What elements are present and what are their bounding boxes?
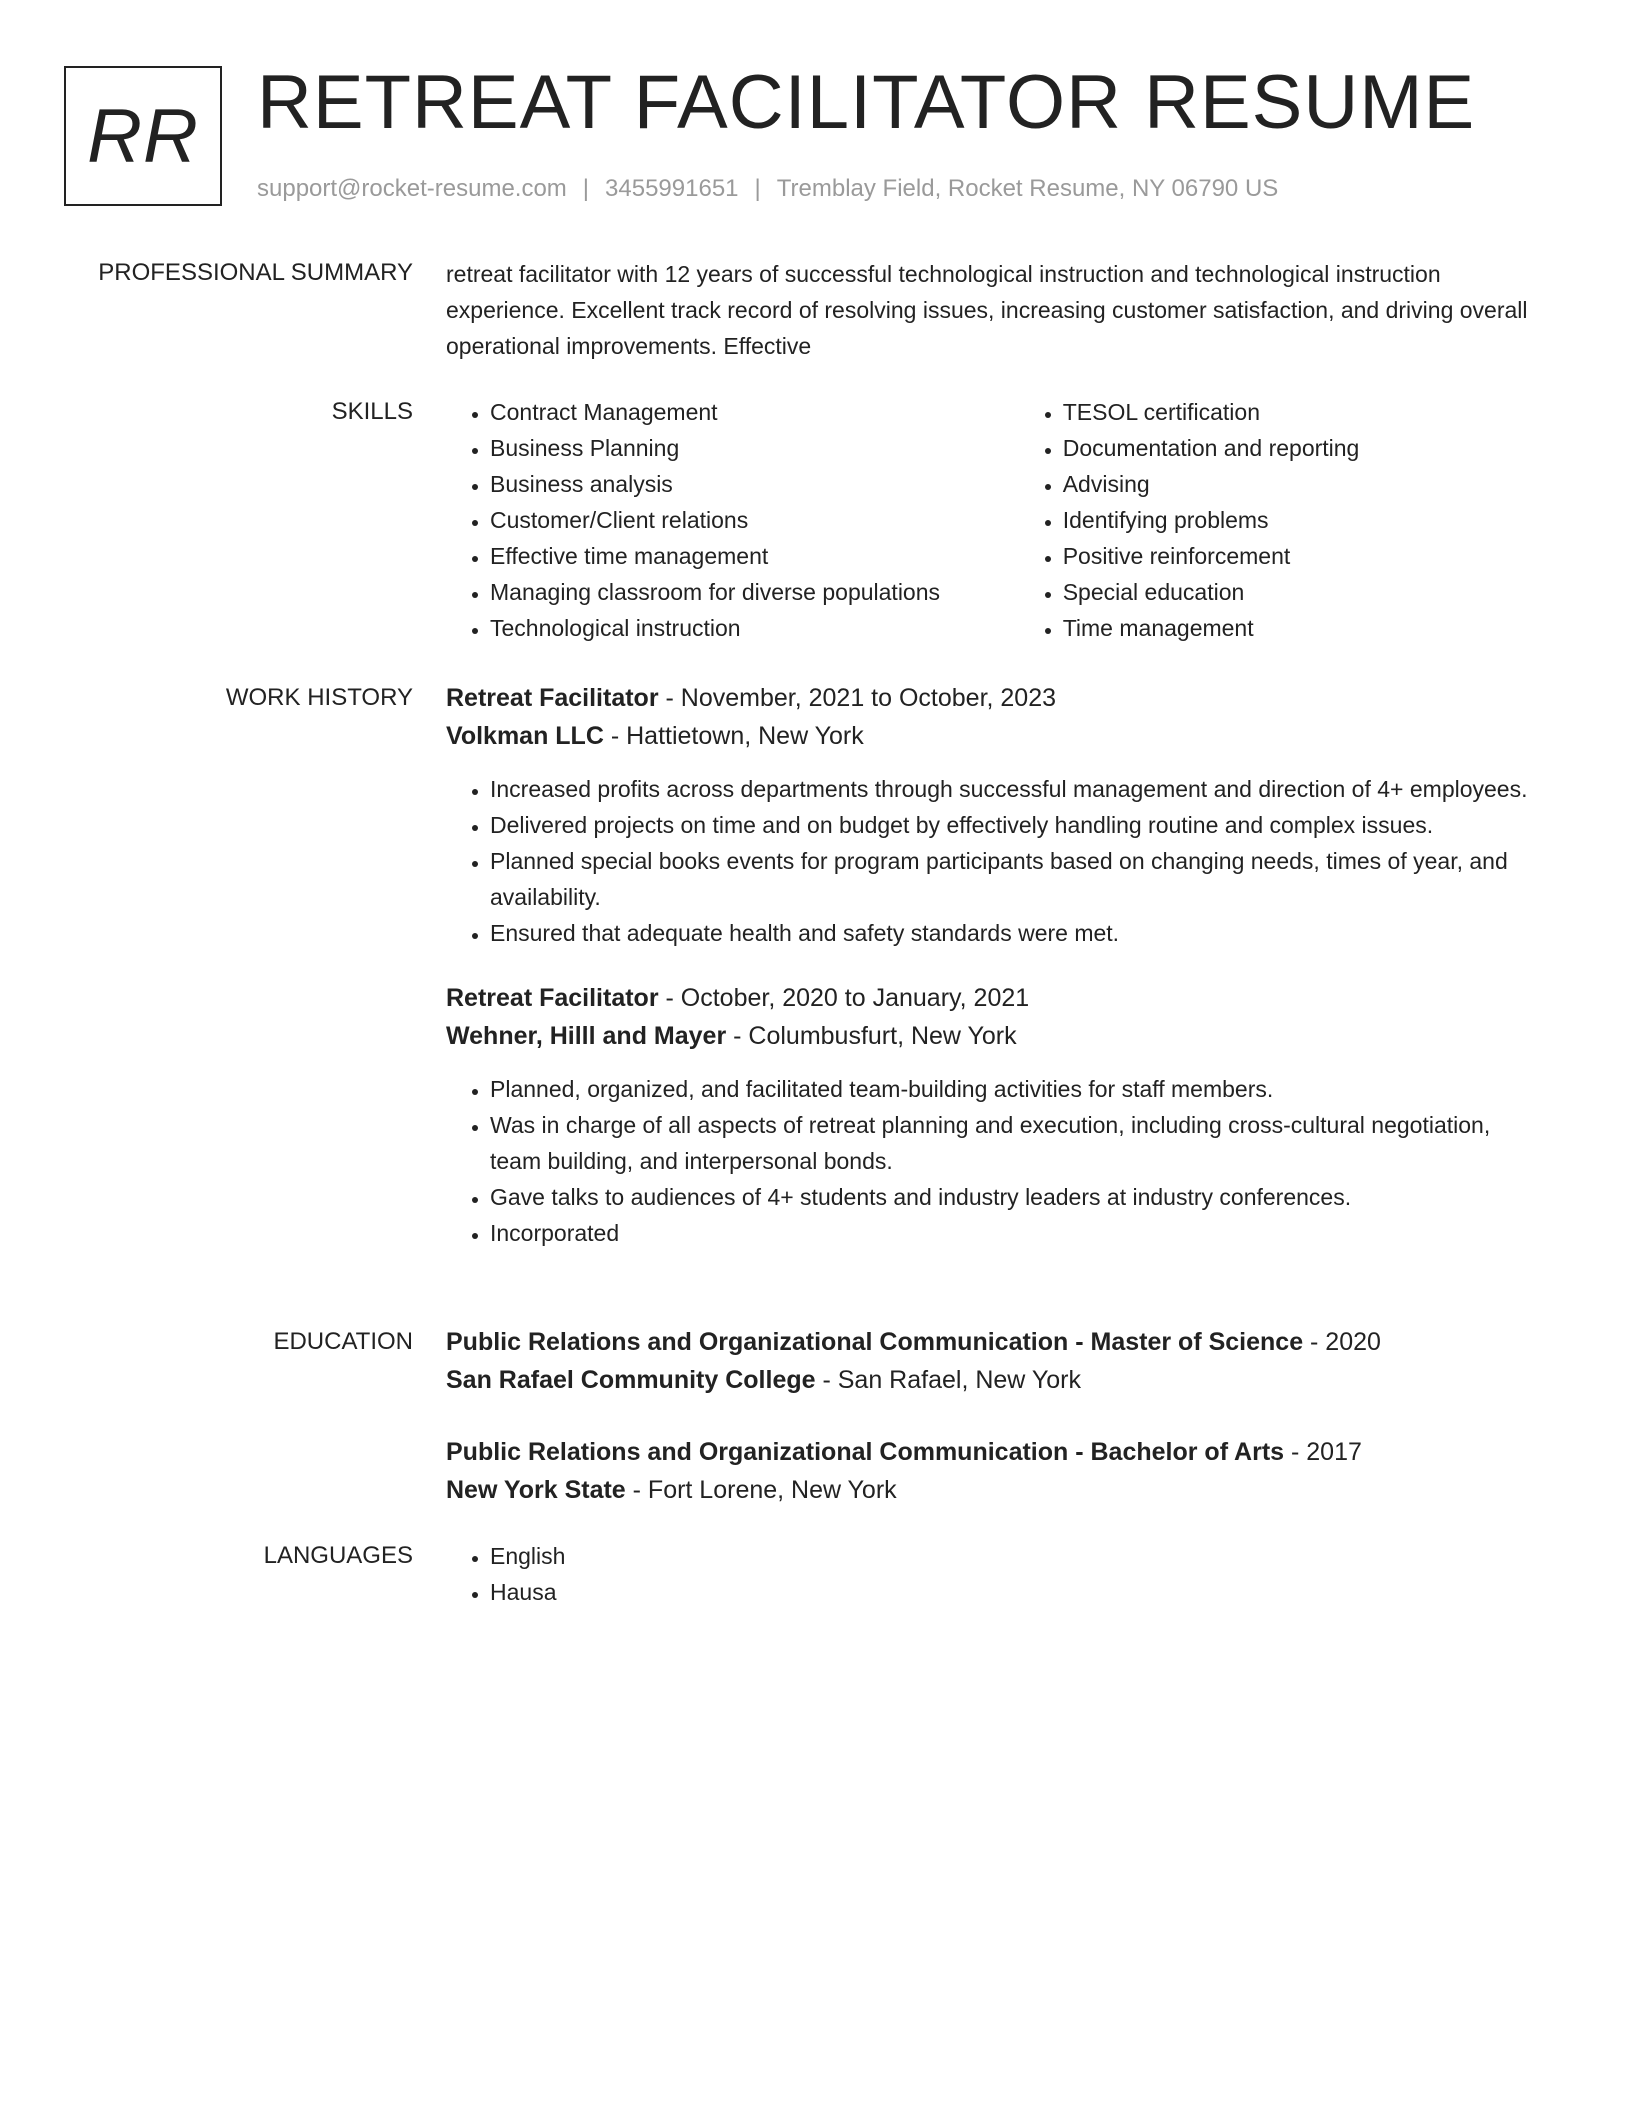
- page-title: RETREAT FACILITATOR RESUME: [257, 60, 1476, 145]
- job-title: Retreat Facilitator: [446, 984, 659, 1012]
- list-item: • Gave talks to audiences of 4+ students and industry leaders at industry conferences.: [490, 1179, 1546, 1215]
- list-item: • Incorporated: [490, 1215, 1546, 1251]
- contact-separator: |: [582, 175, 590, 202]
- education-entry: [446, 1433, 1546, 1509]
- education-year: - 2020: [1303, 1328, 1381, 1356]
- summary-text: retreat facilitator with 12 years of successful technological instruction and technological instruction experience. Excellent track record of resolving issues, increasing customer satisfaction, and driving overall operational improvements. Effective: [446, 261, 1528, 359]
- list-item: • Planned special books events for program participants based on changing needs, times of year, and availability.: [490, 843, 1546, 915]
- section-label-work-history: WORK HISTORY: [225, 684, 413, 711]
- list-item: • Technological instruction: [490, 610, 1019, 646]
- contact-phone: 3455991651: [605, 175, 739, 202]
- job-location: - Hattietown, New York: [603, 722, 864, 750]
- skills-column-1: [446, 394, 1019, 646]
- education-school-line: [446, 1361, 1546, 1399]
- list-item: • Hausa: [490, 1574, 1546, 1610]
- job-bullet-list: [446, 771, 1546, 951]
- list-item: • English: [490, 1538, 1546, 1574]
- job-company: Volkman LLC: [446, 722, 604, 750]
- job-title-line: [446, 979, 1546, 1017]
- education-entry: [446, 1323, 1546, 1399]
- education-school: New York State: [446, 1476, 626, 1504]
- job-company-line: [446, 717, 1546, 755]
- contact-address: Tremblay Field, Rocket Resume, NY 06790 US: [776, 175, 1279, 202]
- education-degree-line: [446, 1323, 1546, 1361]
- job-location: - Columbusfurt, New York: [726, 1022, 1017, 1050]
- education-degree: Public Relations and Organizational Communication - Bachelor of Arts: [446, 1438, 1285, 1466]
- job-entry: [446, 979, 1546, 1251]
- list-item: • Positive reinforcement: [1063, 538, 1546, 574]
- education-school-line: [446, 1471, 1546, 1509]
- list-item: • Effective time management: [490, 538, 1019, 574]
- section-label-skills: SKILLS: [331, 398, 413, 425]
- list-item: • Increased profits across departments through successful management and direction of 4+ employees.: [490, 771, 1546, 807]
- job-company: Wehner, Hilll and Mayer: [446, 1022, 727, 1050]
- section-label-summary: PROFESSIONAL SUMMARY: [98, 259, 413, 286]
- work-history-body: [446, 679, 1546, 1251]
- skills-body: [446, 394, 1546, 646]
- job-bullet-list: [446, 1071, 1546, 1251]
- list-item: • Documentation and reporting: [1063, 430, 1546, 466]
- job-title: Retreat Facilitator: [446, 684, 659, 712]
- contact-email: support@rocket-resume.com: [257, 175, 567, 202]
- list-item: • Advising: [1063, 466, 1546, 502]
- job-company-line: [446, 1017, 1546, 1055]
- list-item: • Was in charge of all aspects of retreat planning and execution, including cross-cultural negotiation, team building, and interpersonal bonds.: [490, 1107, 1546, 1179]
- education-location: - Fort Lorene, New York: [625, 1476, 897, 1504]
- job-title-line: [446, 679, 1546, 717]
- job-dates: - November, 2021 to October, 2023: [658, 684, 1057, 712]
- education-degree: Public Relations and Organizational Communication - Master of Science: [446, 1328, 1304, 1356]
- list-item: • Managing classroom for diverse populations: [490, 574, 1019, 610]
- list-item: • Business Planning: [490, 430, 1019, 466]
- list-item: • Special education: [1063, 574, 1546, 610]
- summary-body: [446, 256, 1546, 364]
- list-item: • Business analysis: [490, 466, 1019, 502]
- list-item: • TESOL certification: [1063, 394, 1546, 430]
- job-dates: - October, 2020 to January, 2021: [658, 984, 1030, 1012]
- monogram-logo: RR: [64, 66, 222, 206]
- languages-list: [446, 1538, 1546, 1610]
- skills-column-2: [1019, 394, 1546, 646]
- education-body: [446, 1323, 1546, 1509]
- list-item: • Planned, organized, and facilitated team-building activities for staff members.: [490, 1071, 1546, 1107]
- list-item: • Ensured that adequate health and safety standards were met.: [490, 915, 1546, 951]
- education-location: - San Rafael, New York: [815, 1366, 1081, 1394]
- section-label-education: EDUCATION: [273, 1328, 413, 1355]
- languages-body: [446, 1538, 1546, 1610]
- section-label-languages: LANGUAGES: [263, 1542, 413, 1569]
- education-school: San Rafael Community College: [446, 1366, 816, 1394]
- job-entry: [446, 679, 1546, 951]
- list-item: • Identifying problems: [1063, 502, 1546, 538]
- contact-line: [257, 174, 1278, 204]
- list-item: • Delivered projects on time and on budget by effectively handling routine and complex issues.: [490, 807, 1546, 843]
- education-degree-line: [446, 1433, 1546, 1471]
- education-year: - 2017: [1284, 1438, 1362, 1466]
- list-item: • Customer/Client relations: [490, 502, 1019, 538]
- contact-separator: |: [754, 175, 761, 202]
- list-item: • Contract Management: [490, 394, 1019, 430]
- list-item: • Time management: [1063, 610, 1546, 646]
